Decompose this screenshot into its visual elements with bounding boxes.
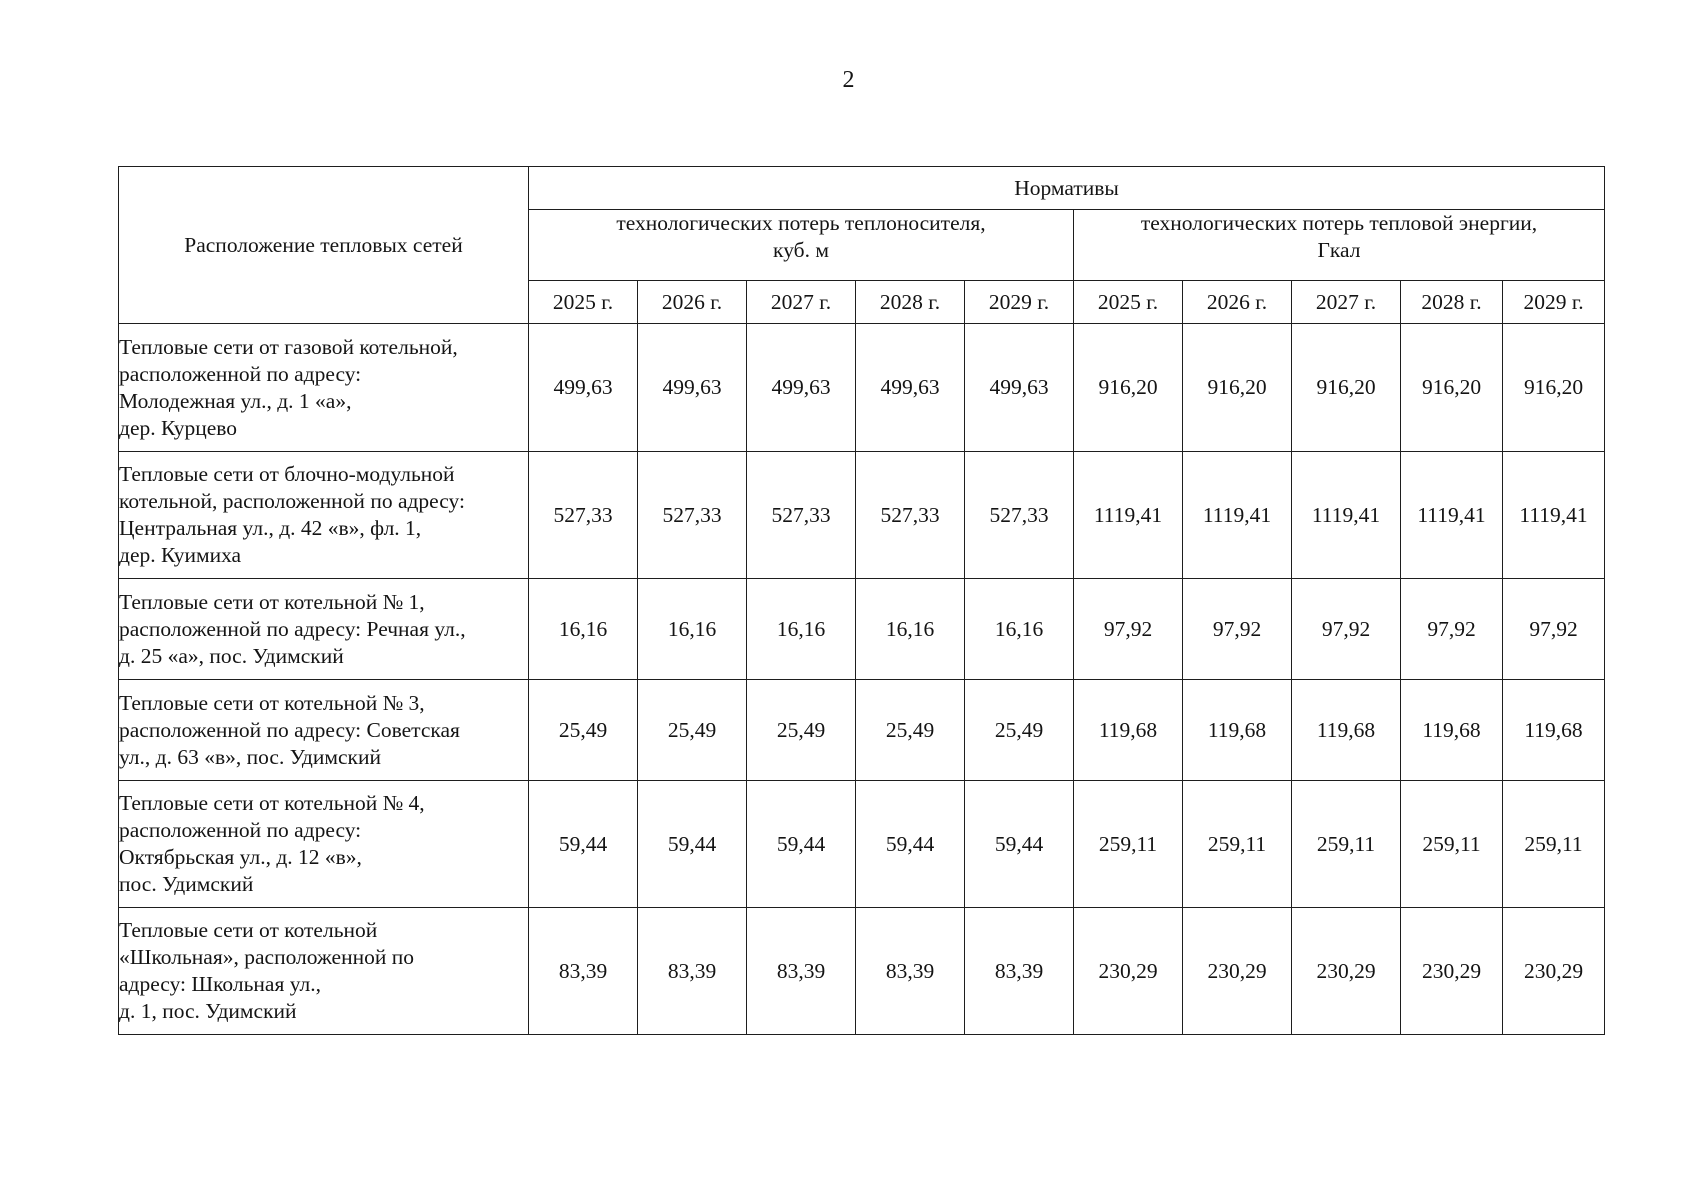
energy-value-cell: 916,20 bbox=[1292, 324, 1401, 452]
coolant-value-cell: 499,63 bbox=[638, 324, 747, 452]
energy-value-cell: 916,20 bbox=[1183, 324, 1292, 452]
location-line: Тепловые сети от котельной № 3, bbox=[119, 690, 425, 715]
coolant-value-cell: 83,39 bbox=[529, 908, 638, 1035]
energy-year-header: 2028 г. bbox=[1401, 281, 1503, 324]
location-line: Тепловые сети от котельной № 1, bbox=[119, 589, 425, 614]
location-line: расположенной по адресу: Советская bbox=[119, 717, 460, 742]
table-row bbox=[119, 781, 1605, 908]
energy-header-unit: Гкал bbox=[1317, 238, 1361, 262]
energy-value-cell: 119,68 bbox=[1401, 680, 1503, 781]
coolant-value-cell: 25,49 bbox=[856, 680, 965, 781]
coolant-year-header: 2029 г. bbox=[965, 281, 1074, 324]
energy-value-cell: 119,68 bbox=[1074, 680, 1183, 781]
energy-value-cell: 259,11 bbox=[1401, 781, 1503, 908]
coolant-header-unit: куб. м bbox=[773, 238, 829, 262]
location-line: расположенной по адресу: bbox=[119, 818, 362, 842]
coolant-value-cell: 527,33 bbox=[747, 452, 856, 579]
table-row bbox=[119, 324, 1605, 452]
location-line: адресу: Школьная ул., bbox=[119, 972, 322, 996]
coolant-header-line-1: технологических потерь теплоносителя, bbox=[616, 211, 986, 235]
energy-value-cell: 916,20 bbox=[1503, 324, 1605, 452]
coolant-value-cell: 59,44 bbox=[747, 781, 856, 908]
coolant-year-header: 2025 г. bbox=[529, 281, 638, 324]
energy-value-cell: 97,92 bbox=[1401, 579, 1503, 680]
location-line: Центральная ул., д. 42 «в», фл. 1, bbox=[119, 516, 422, 540]
location-line: Тепловые сети от котельной bbox=[119, 918, 378, 942]
coolant-value-cell: 16,16 bbox=[965, 579, 1074, 680]
coolant-year-header: 2026 г. bbox=[638, 281, 747, 324]
location-line: дер. Куимиха bbox=[119, 543, 242, 567]
energy-value-cell: 916,20 bbox=[1401, 324, 1503, 452]
energy-header-line-1: технологических потерь тепловой энергии, bbox=[1140, 211, 1538, 235]
normatives-header: Нормативы bbox=[529, 167, 1605, 210]
energy-value-cell: 230,29 bbox=[1074, 908, 1183, 1035]
coolant-value-cell: 527,33 bbox=[965, 452, 1074, 579]
coolant-value-cell: 25,49 bbox=[747, 680, 856, 781]
coolant-value-cell: 499,63 bbox=[529, 324, 638, 452]
location-line: котельной, расположенной по адресу: bbox=[119, 489, 465, 513]
energy-value-cell: 97,92 bbox=[1292, 579, 1401, 680]
location-line: «Школьная», расположенной по bbox=[119, 945, 414, 969]
page-number: 2 bbox=[842, 67, 855, 93]
energy-value-cell: 119,68 bbox=[1183, 680, 1292, 781]
table-row bbox=[119, 452, 1605, 579]
coolant-value-cell: 16,16 bbox=[856, 579, 965, 680]
location-cell bbox=[119, 781, 529, 908]
location-cell bbox=[119, 579, 529, 680]
energy-losses-header bbox=[1074, 210, 1605, 281]
coolant-losses-header bbox=[529, 210, 1074, 281]
energy-value-cell: 916,20 bbox=[1074, 324, 1183, 452]
norms-table bbox=[118, 166, 1605, 1035]
location-line: Молодежная ул., д. 1 «а», bbox=[119, 388, 352, 413]
coolant-value-cell: 59,44 bbox=[965, 781, 1074, 908]
location-line: Октябрьская ул., д. 12 «в», bbox=[119, 845, 362, 869]
location-cell bbox=[119, 908, 529, 1035]
energy-year-header: 2029 г. bbox=[1503, 281, 1605, 324]
energy-year-header: 2025 г. bbox=[1074, 281, 1183, 324]
energy-value-cell: 1119,41 bbox=[1401, 452, 1503, 579]
location-header: Расположение тепловых сетей bbox=[119, 167, 529, 324]
location-line: д. 25 «а», пос. Удимский bbox=[119, 643, 344, 668]
location-line: д. 1, пос. Удимский bbox=[119, 999, 297, 1023]
location-line: пос. Удимский bbox=[119, 872, 254, 896]
coolant-value-cell: 25,49 bbox=[638, 680, 747, 781]
coolant-value-cell: 16,16 bbox=[529, 579, 638, 680]
coolant-value-cell: 59,44 bbox=[856, 781, 965, 908]
location-line: дер. Курцево bbox=[119, 415, 238, 440]
energy-value-cell: 259,11 bbox=[1074, 781, 1183, 908]
energy-value-cell: 119,68 bbox=[1292, 680, 1401, 781]
location-line: Тепловые сети от котельной № 4, bbox=[119, 791, 425, 815]
location-cell bbox=[119, 680, 529, 781]
energy-value-cell: 230,29 bbox=[1503, 908, 1605, 1035]
coolant-value-cell: 499,63 bbox=[856, 324, 965, 452]
table-body bbox=[119, 324, 1605, 1035]
coolant-value-cell: 499,63 bbox=[747, 324, 856, 452]
location-cell bbox=[119, 452, 529, 579]
coolant-value-cell: 59,44 bbox=[529, 781, 638, 908]
location-line: Тепловые сети от газовой котельной, bbox=[119, 334, 458, 359]
energy-value-cell: 1119,41 bbox=[1292, 452, 1401, 579]
table-row bbox=[119, 579, 1605, 680]
energy-value-cell: 230,29 bbox=[1183, 908, 1292, 1035]
coolant-value-cell: 25,49 bbox=[529, 680, 638, 781]
coolant-year-header: 2028 г. bbox=[856, 281, 965, 324]
energy-value-cell: 97,92 bbox=[1183, 579, 1292, 680]
energy-value-cell: 97,92 bbox=[1503, 579, 1605, 680]
energy-value-cell: 230,29 bbox=[1292, 908, 1401, 1035]
location-cell bbox=[119, 324, 529, 452]
location-line: Тепловые сети от блочно-модульной bbox=[119, 462, 455, 486]
energy-value-cell: 97,92 bbox=[1074, 579, 1183, 680]
table-row bbox=[119, 680, 1605, 781]
energy-value-cell: 1119,41 bbox=[1183, 452, 1292, 579]
coolant-value-cell: 83,39 bbox=[965, 908, 1074, 1035]
energy-value-cell: 1119,41 bbox=[1074, 452, 1183, 579]
energy-value-cell: 259,11 bbox=[1503, 781, 1605, 908]
energy-value-cell: 119,68 bbox=[1503, 680, 1605, 781]
coolant-value-cell: 59,44 bbox=[638, 781, 747, 908]
coolant-value-cell: 16,16 bbox=[747, 579, 856, 680]
coolant-value-cell: 527,33 bbox=[529, 452, 638, 579]
location-line: ул., д. 63 «в», пос. Удимский bbox=[119, 744, 381, 769]
coolant-year-header: 2027 г. bbox=[747, 281, 856, 324]
coolant-value-cell: 83,39 bbox=[856, 908, 965, 1035]
coolant-value-cell: 83,39 bbox=[747, 908, 856, 1035]
coolant-value-cell: 527,33 bbox=[638, 452, 747, 579]
energy-value-cell: 230,29 bbox=[1401, 908, 1503, 1035]
table-row bbox=[119, 908, 1605, 1035]
coolant-value-cell: 25,49 bbox=[965, 680, 1074, 781]
energy-year-header: 2027 г. bbox=[1292, 281, 1401, 324]
energy-value-cell: 259,11 bbox=[1183, 781, 1292, 908]
coolant-value-cell: 499,63 bbox=[965, 324, 1074, 452]
coolant-value-cell: 83,39 bbox=[638, 908, 747, 1035]
energy-year-header: 2026 г. bbox=[1183, 281, 1292, 324]
energy-value-cell: 259,11 bbox=[1292, 781, 1401, 908]
coolant-value-cell: 16,16 bbox=[638, 579, 747, 680]
location-line: расположенной по адресу: Речная ул., bbox=[119, 616, 466, 641]
coolant-value-cell: 527,33 bbox=[856, 452, 965, 579]
location-line: расположенной по адресу: bbox=[119, 361, 362, 386]
energy-value-cell: 1119,41 bbox=[1503, 452, 1605, 579]
